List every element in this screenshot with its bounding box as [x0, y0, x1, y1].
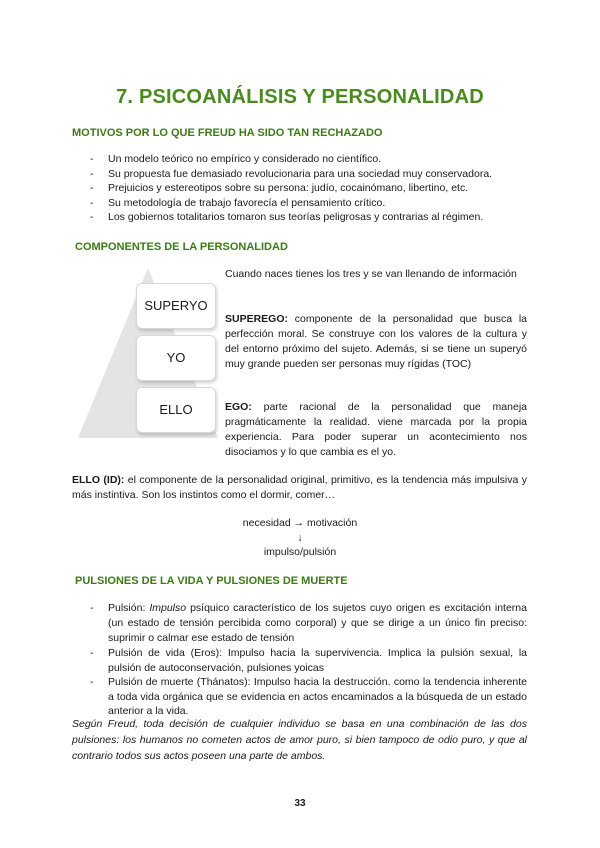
ego-label: EGO:	[225, 401, 252, 413]
pulsion-impulso: Impulso	[149, 602, 187, 614]
list-item-thanatos: - Pulsión de muerte (Thánatos): Impulso hacia la destrucción. como la tendencia inherente a toda vida orgánica que se evidencia en actos encaminados a la búsqueda de un estado anterior a la vida.	[90, 675, 527, 719]
flow-line-necesidad: necesidad → motivación	[242, 517, 358, 529]
section-heading-motivos: MOTIVOS POR LO QUE FREUD HA SIDO TAN RECHAZADO	[72, 127, 383, 139]
superego-paragraph	[225, 312, 527, 372]
pyramid-box-superyo: SUPERYO	[136, 283, 216, 329]
list-item: - Su propuesta fue demasiado revolucionaria para una sociedad muy conservadora.	[90, 167, 530, 182]
page-title: 7. PSICOANÁLISIS Y PERSONALIDAD	[116, 86, 484, 108]
list-item: - Su metodología de trabajo favorecía el pensamiento crítico.	[90, 196, 530, 211]
superego-label: SUPEREGO:	[225, 313, 289, 325]
list-item-eros: - Pulsión de vida (Eros): Impulso hacia la supervivencia. Implica la pulsión sexual, la pulsión de autoconservación, pulsiones yoicas	[90, 646, 527, 675]
flow-arrow-down-icon: ↓	[297, 532, 303, 544]
closing-quote-paragraph: Según Freud, toda decisión de cualquier individuo se basa en una combinación de las dos pulsiones: los humanos no cometen actos de amor puro, si bien tampoco de odio puro, y que al contrario todos sus actos poseen una parte de ambos.	[72, 718, 527, 762]
ello-paragraph	[72, 473, 527, 503]
pulsion-rest: psíquico característico de los sujetos cuyo origen es excitación interna (un estado de tensión percibida como corporal) y que se dirige a un único fin preciso: suprimir o calmar ese estado de tensión	[108, 602, 527, 644]
ego-text: parte racional de la personalidad que maneja pragmáticamente la realidad. viene marcada por la propia experiencia. Para poder superar un acontecimiento nos disociamos y lo que cambia es el yo.	[225, 401, 527, 458]
ello-text: el componente de la personalidad original, primitivo, es la tendencia más impulsiva y más instintiva. Son los instintos como el dormir, comer…	[72, 474, 528, 501]
section-heading-pulsiones: PULSIONES DE LA VIDA Y PULSIONES DE MUERTE	[75, 575, 348, 587]
section-heading-componentes: COMPONENTES DE LA PERSONALIDAD	[75, 241, 288, 253]
list-item-pulsion	[90, 601, 527, 646]
ello-label: ELLO (ID):	[72, 474, 125, 486]
list-item: - Los gobiernos totalitarios tomaron sus teorías peligrosas y contrarias al régimen.	[90, 210, 530, 225]
pulsiones-list	[90, 601, 527, 719]
list-item: - Prejuicios y estereotipos sobre su persona: judío, cocainómano, libertino, etc.	[90, 181, 530, 196]
pyramid-box-ello: ELLO	[136, 387, 216, 433]
intro-paragraph: Cuando naces tienes los tres y se van llenando de información	[225, 268, 517, 280]
superego-text: componente de la personalidad que busca la perfección moral. Se construye con los valores de la cultura y del entorno próximo del sujeto. Además, si se tiene un superyó muy grande pueden ser personas muy rígidas (TOC)	[225, 313, 527, 370]
list-item: - Un modelo teórico no empírico y considerado no científico.	[90, 152, 530, 167]
ego-paragraph	[225, 400, 527, 460]
pyramid-box-yo: YO	[136, 335, 216, 381]
pulsion-prefix: Pulsión:	[108, 602, 150, 614]
page-number: 33	[294, 798, 306, 809]
motivos-list	[90, 152, 530, 225]
flow-line-impulso: impulso/pulsión	[263, 546, 337, 558]
